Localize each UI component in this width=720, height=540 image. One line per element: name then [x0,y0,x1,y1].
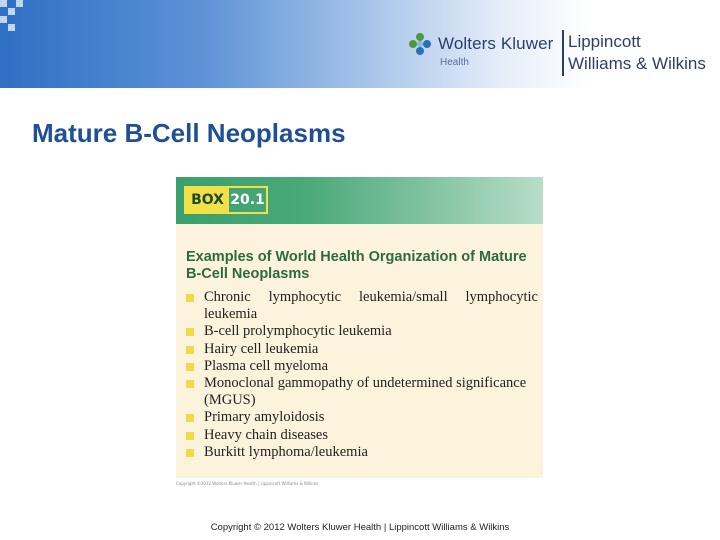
list-item [186,444,538,461]
list-item-text: Monoclonal gammopathy of undetermined significance (MGUS) [204,375,527,409]
box-number: 20.1 [230,192,265,208]
list-item-text: Hairy cell leukemia [204,340,319,357]
list-item [186,409,538,426]
list-item-text: Burkitt lymphoma/leukemia [204,443,368,460]
bullet-icon [186,328,194,336]
figure-box [176,177,543,478]
list-item [186,427,538,444]
bullet-icon [186,346,194,354]
bullet-icon [186,432,194,440]
bullet-icon [186,414,194,422]
footer-copyright: Copyright © 2012 Wolters Kluwer Health | Lippincott Williams & Wilkins [210,522,510,533]
list-item-text: Primary amyloidosis [204,409,325,426]
box-title: Examples of World Health Organization of Mature B-Cell Neoplasms [186,249,527,282]
list-item [186,323,538,340]
list-item [186,358,538,375]
bullet-icon [186,294,194,302]
bullet-icon [186,449,194,457]
box-label [184,186,268,214]
list-item [186,341,538,358]
bullet-icon [186,363,194,371]
wolters-kluwer-logo-icon [406,30,434,58]
list-item-text: Plasma cell myeloma [204,357,329,374]
slide-title: Mature B-Cell Neoplasms [32,118,346,148]
list-item-text: Heavy chain diseases [204,426,329,443]
list-item-text: B-cell prolymphocytic leukemia [204,323,392,340]
logo-divider [562,30,564,76]
publisher-sub: Health [440,57,469,68]
list-item-text: Chronic lymphocytic leukemia/small lymphocytic leukemia [204,289,538,323]
box-header [176,177,543,224]
list-item [186,375,538,409]
imprint-line-1: Lippincott [568,32,641,51]
neoplasm-list [186,289,538,461]
bullet-icon [186,380,194,388]
imprint-line-2: Williams & Wilkins [568,54,706,73]
list-item [186,289,538,323]
publisher-name: Wolters Kluwer [438,34,554,53]
figure-credit: Copyright ©2012 Wolters Kluwer Health | Lippincott Williams & Wilkins [176,481,319,486]
box-label-text: BOX [186,188,229,212]
